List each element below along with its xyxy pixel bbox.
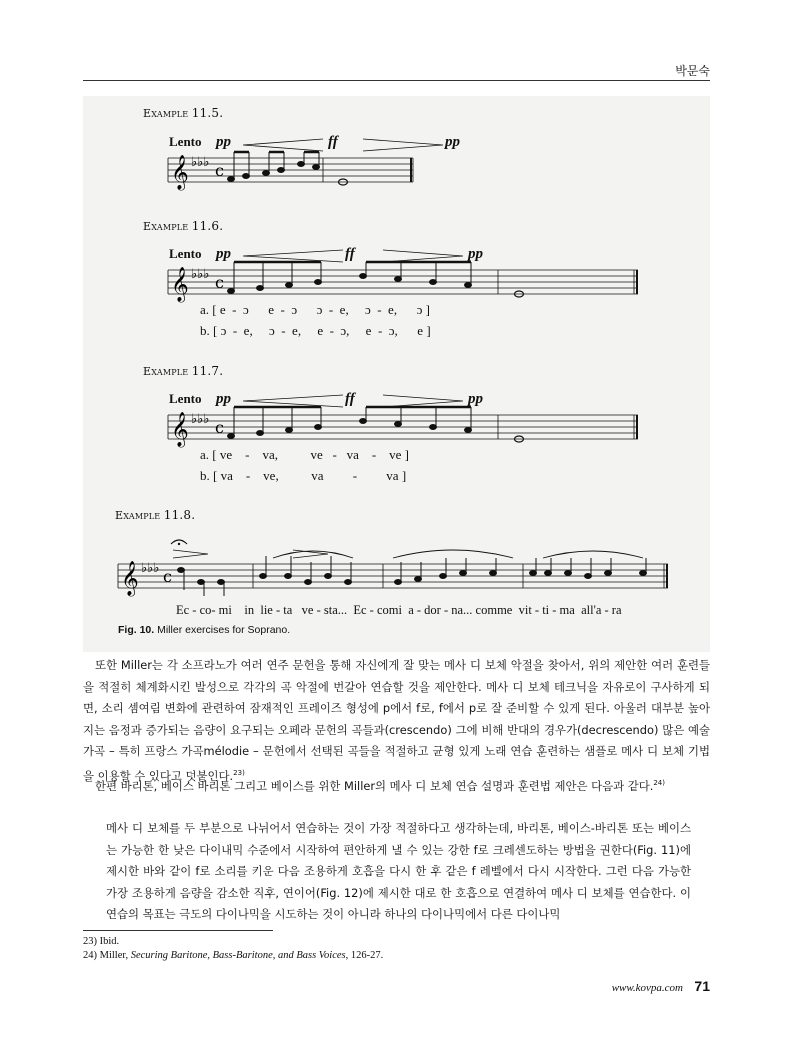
tempo-mark: Lento	[169, 391, 202, 406]
header-rule	[83, 80, 710, 81]
svg-text:♭♭♭: ♭♭♭	[191, 267, 210, 282]
svg-text:c: c	[215, 161, 224, 180]
svg-text:c: c	[163, 567, 172, 586]
footnote-24: 24) Miller, Securing Baritone, Bass-Baritone, and Bass Voices, 126-27.	[83, 950, 384, 961]
example-label: Example 11.7.	[143, 364, 224, 378]
dynamic-mark: pp	[216, 134, 231, 150]
example-label: Example 11.6.	[143, 219, 224, 233]
figure-panel	[83, 96, 710, 652]
dynamic-mark: ff	[345, 391, 355, 407]
music-staff	[163, 248, 643, 304]
header-author: 박문숙	[675, 64, 710, 78]
body-paragraph: 또한 Miller는 각 소프라노가 여러 연주 문헌을 통해 자신에게 잘 맞는 메사 디 보체 악절을 찾아서, 위의 제안한 여러 훈련들을 적절히 체계화시킨 발성으로 각각의 곡 악절에 번갈아 연습할 것을 제안한다. 메사 디 보체 테크닉을 자유로이 구사하게 되면, 소리 셈여림 변화에 관련하여 잠재적인 프레이즈 형성에 p에서 f로, f에서 p로 잘 준비할 수 있게 된다. 아울러 대부분 높아지는 음정과 증가되는 음량이 요구되는 오페라 문헌의 곡들과(crescendo) 그에 비해 반대의 경우가(decrescendo) 많은 예술가곡 – 특히 프랑스 가곡mélodie – 문헌에서 선택된 곡들을 적절하고 균형 있게 노래 연습 훈련하는 샘플로 메사 디 보체 기법을 이용할 수 있다고 덧붙인다.$^{23)}$	[83, 658, 710, 783]
svg-text:♭♭♭: ♭♭♭	[191, 412, 210, 427]
svg-text:𝄞: 𝄞	[121, 561, 139, 596]
page-number: 71	[694, 978, 710, 994]
example-label: Example 11.8.	[115, 508, 196, 522]
svg-text:𝄞: 𝄞	[171, 267, 189, 302]
dynamic-mark: ff	[345, 246, 355, 262]
svg-text:♭♭♭: ♭♭♭	[141, 561, 160, 576]
music-staff	[163, 136, 463, 196]
lyric-line-a: a. [ e - ɔ e - ɔ ɔ - e, ɔ - e, ɔ ]	[200, 302, 430, 317]
dynamic-mark: ff	[328, 134, 338, 150]
dynamic-mark: pp	[468, 391, 483, 407]
block-quote: 메사 디 보체를 두 부분으로 나뉘어서 연습하는 것이 가장 적절하다고 생각하는데, 바리톤, 베이스-바리톤 또는 베이스는 가능한 한 낮은 다이내믹 수준에서 시작하여 편안하게 낼 수 있는 강한 f로 크레센도하는 방법을 권한다(Fig. 11)에 제시한 바와 같이 f로 소리를 키운 다음 조용하게 호흡을 다시 한 후 같은 f 레벨에서 다시 시작한다. 그런 다음 가능한 가장 조용하게 음량을 감소한 직후, 연이어(Fig. 12)에 제시한 대로 한 호흡으로 연결하여 메사 디 보체를 연습한다. 이 연습의 목표는 극도의 다이나믹을 시도하는 것이 아니라 하나의 다이나믹에서 다른 다이나믹	[106, 821, 691, 921]
footnote-rule	[83, 930, 273, 931]
music-staff	[163, 393, 643, 449]
svg-text:𝄞: 𝄞	[171, 155, 189, 190]
tempo-mark: Lento	[169, 246, 202, 261]
figure-caption: Fig. 10. Miller exercises for Soprano.	[118, 624, 291, 636]
svg-text:♭♭♭: ♭♭♭	[191, 155, 210, 170]
dynamic-mark: pp	[216, 391, 231, 407]
svg-text:c: c	[215, 273, 224, 292]
footnote-23: 23) Ibid.	[83, 936, 120, 947]
example-label: Example 11.5.	[143, 106, 224, 120]
body-paragraph: 한편 바리톤, 베이스 바리톤 그리고 베이스를 위한 Miller의 메사 디 보체 연습 설명과 훈련법 제안은 다음과 같다.$^{24)}$	[95, 778, 665, 793]
lyric-line-b: b. [ ɔ - e, ɔ - e, e - ɔ, e - ɔ, e ]	[200, 323, 431, 338]
dynamic-mark: pp	[216, 246, 231, 262]
lyric-line-b: b. [ va - ve, va - va ]	[200, 468, 407, 483]
dynamic-mark: pp	[468, 246, 483, 262]
lyric-line-a: a. [ ve - va, ve - va - ve ]	[200, 447, 410, 462]
tempo-mark: Lento	[169, 134, 202, 149]
lyric-line: Ec - co- mi in lie - ta ve - sta... Ec - comi a - dor - na... comme vit - ti - ma all'a - ra	[176, 603, 622, 617]
dynamic-mark: pp	[445, 134, 460, 150]
svg-text:c: c	[215, 418, 224, 437]
music-staff	[113, 536, 673, 606]
svg-text:𝄞: 𝄞	[171, 412, 189, 447]
footer-url[interactable]: www.kovpa.com	[611, 982, 683, 994]
